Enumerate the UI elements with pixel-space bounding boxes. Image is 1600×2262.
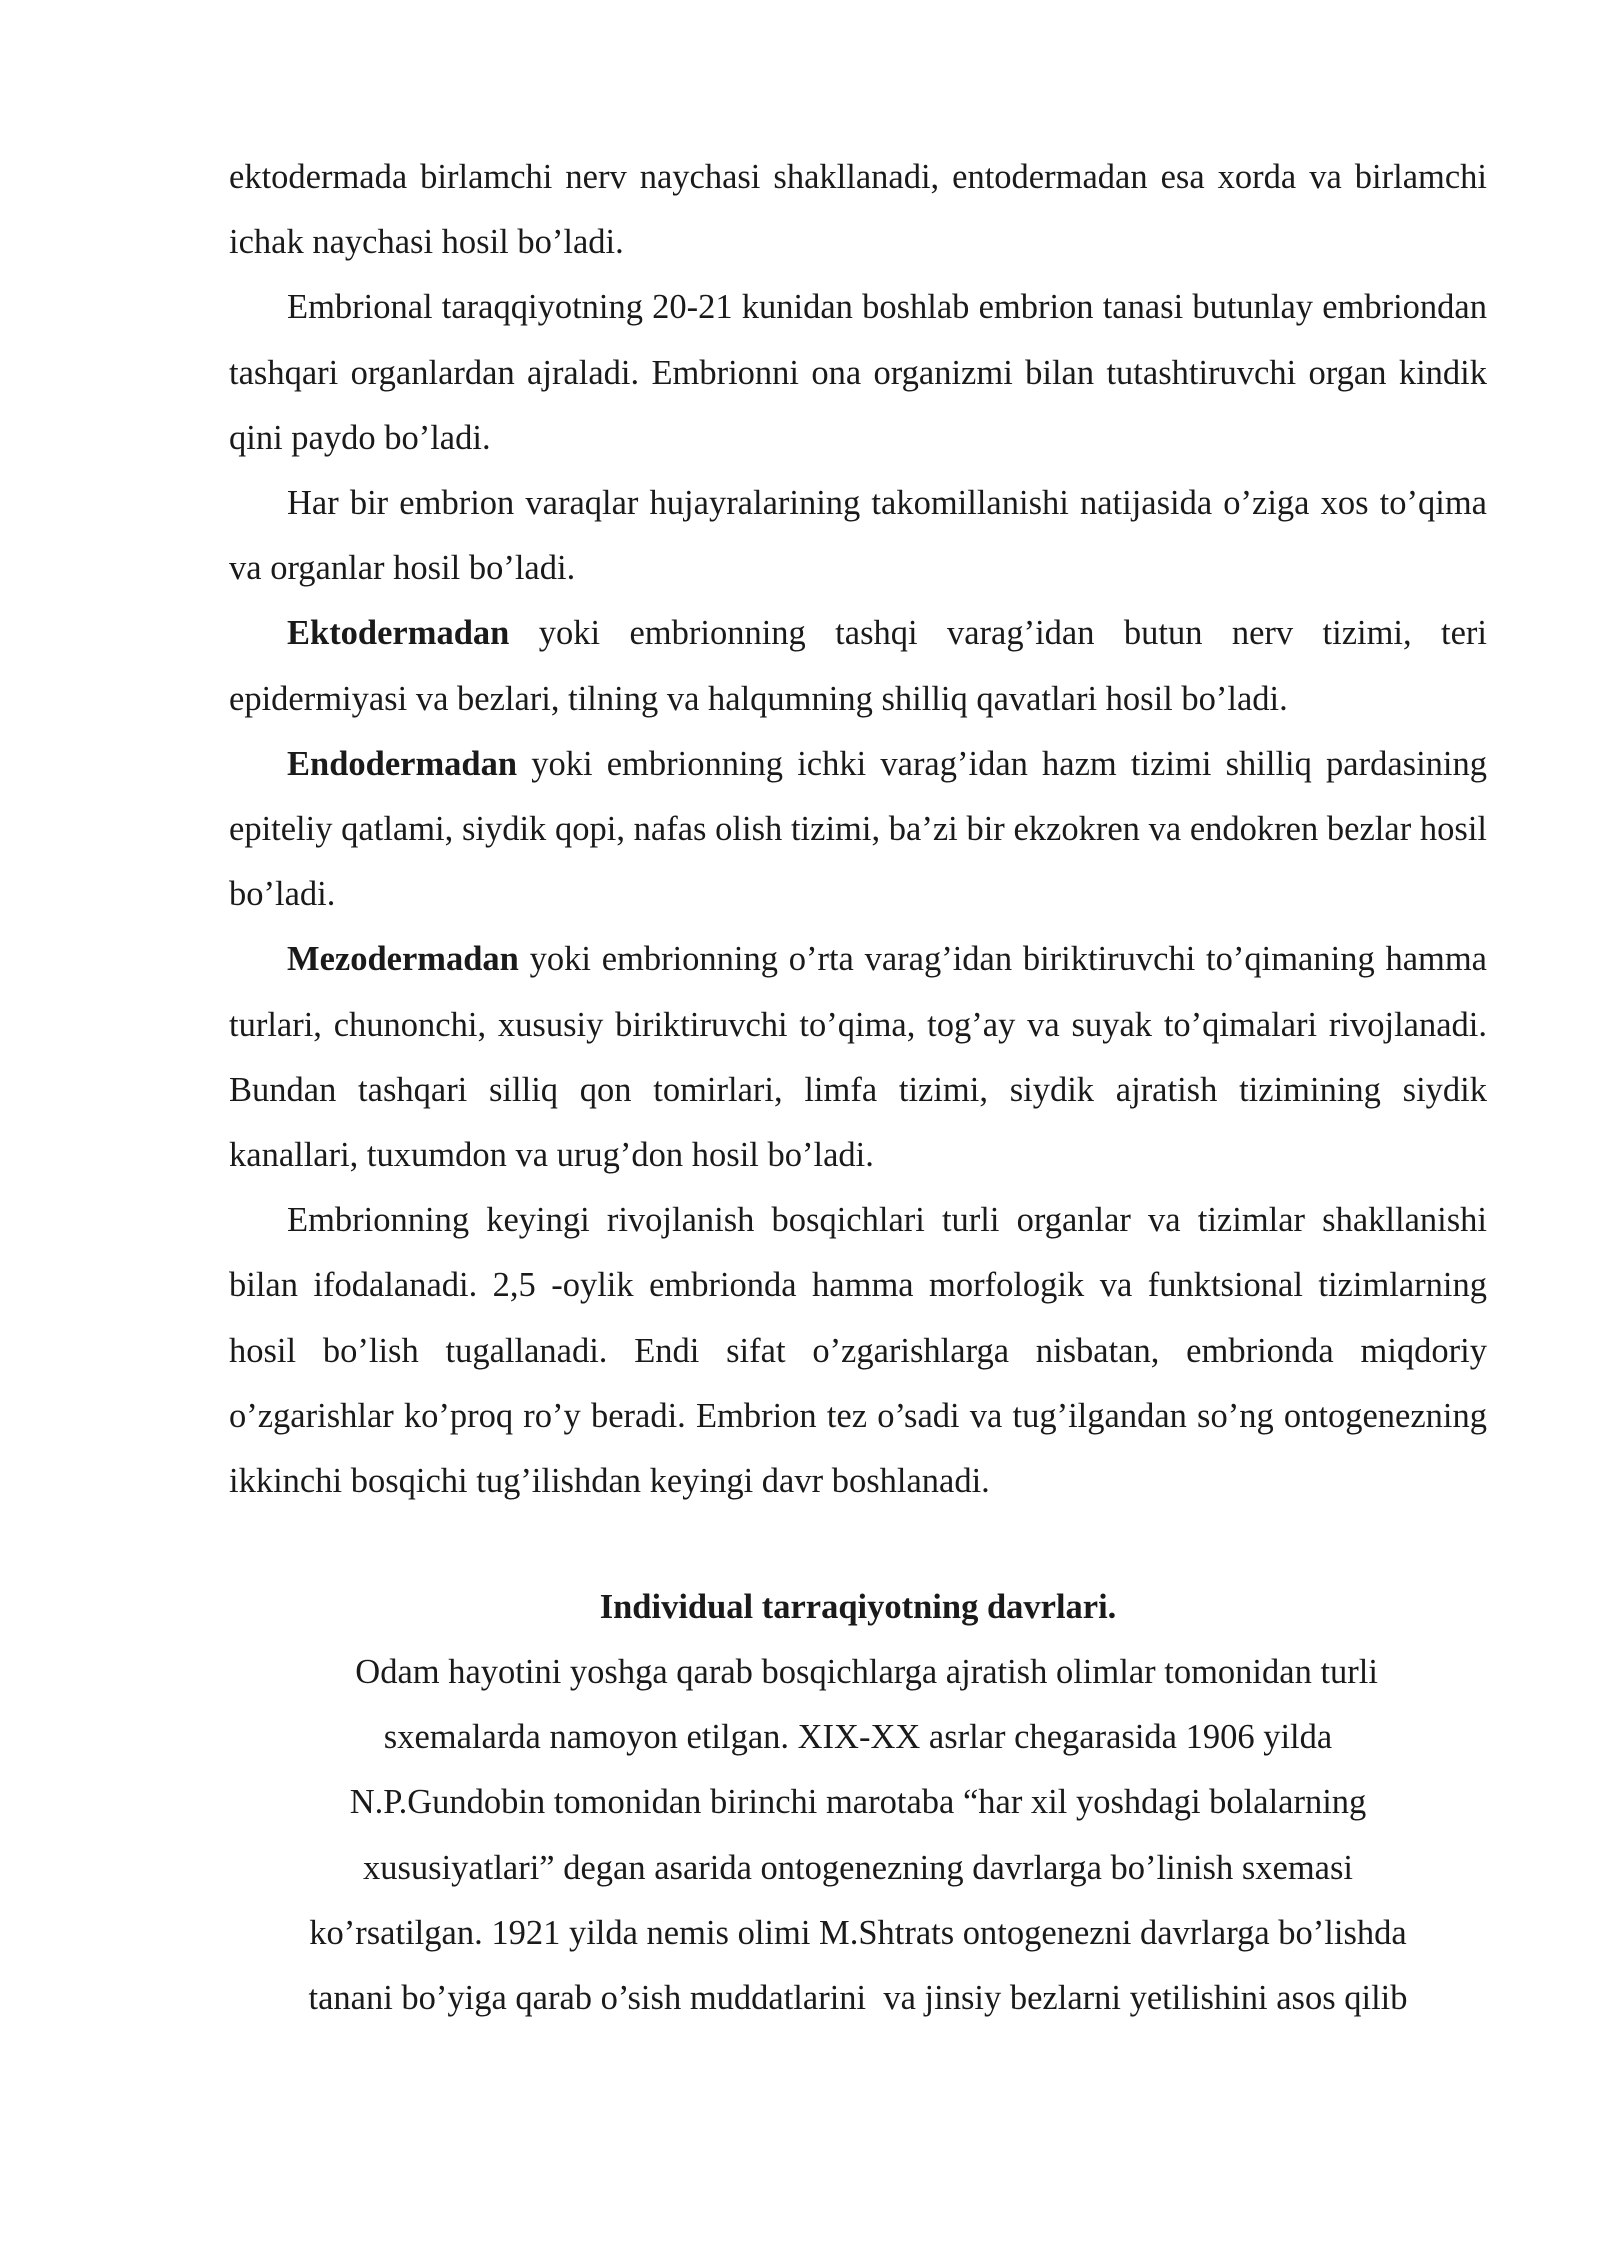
paragraph-2 bbox=[229, 275, 1487, 471]
paragraph-1 bbox=[229, 145, 1487, 275]
paragraph-text: Har bir embrion varaqlar hujayralarining takomillanishi natijasida o’ziga xos to’qima va organlar hosil bo’ladi. bbox=[229, 484, 1487, 588]
paragraph-3 bbox=[229, 471, 1487, 601]
centered-line: ko’rsatilgan. 1921 yilda nemis olimi M.Shtrats ontogenezni davrlarga bo’lishda bbox=[309, 1913, 1407, 1952]
paragraph-text: Embrionning keyingi rivojlanish bosqichlari turli organlar va tizimlar shakllanishi bilan ifodalanadi. 2,5 -oylik embrionda hamma morfologik va funktsional tizimlarning hosil bo’lish tugallanadi. Endi sifat o’zgarishlarga nisbatan, embrionda miqdoriy o’zgarishlar ko’proq ro’y beradi. Embrion tez o’sadi va tug’ilgandan so’ng ontogenezning ikkinchi bosqichi tug’ilishdan keyingi davr boshlanadi. bbox=[229, 1201, 1487, 1501]
paragraph-mesoderm bbox=[229, 927, 1487, 1188]
paragraph-text: yoki embrionning tashqi varag’idan butun nerv tizimi, teri epidermiyasi va bezlari, tilning va halqumning shilliq qavatlari hosil bo’ladi. bbox=[229, 614, 1487, 718]
section-heading: Individual tarraqiyotning davrlari. bbox=[599, 1588, 1117, 1626]
centered-line: tanani bo’yiga qarab o’sish muddatlarini va jinsiy bezlarni yetilishini asos qilib bbox=[308, 1979, 1408, 2018]
centered-line: xususiyatlari” degan asarida ontogenezning davrlarga bo’linish sxemasi bbox=[363, 1848, 1353, 1887]
paragraph-7 bbox=[229, 1188, 1487, 1514]
paragraph-ectoderm bbox=[229, 601, 1487, 731]
paragraph-text: yoki embrionning o’rta varag’idan biriktiruvchi to’qimaning hamma turlari, chunonchi, xususiy biriktiruvchi to’qima, tog’ay va suyak to’qimalari rivojlanadi. Bundan tashqari silliq qon tomirlari, limfa tizimi, siydik ajratish tizimining siydik kanallari, tuxumdon va urug’don hosil bo’ladi. bbox=[229, 940, 1487, 1175]
term-mezodermadan: Mezodermadan bbox=[287, 940, 519, 979]
document-body bbox=[229, 145, 1487, 1514]
paragraph-endoderm bbox=[229, 732, 1487, 928]
term-endodermadan: Endodermadan bbox=[287, 744, 518, 783]
term-ektodermadan: Ektodermadan bbox=[287, 614, 510, 653]
centered-line: N.P.Gundobin tomonidan birinchi marotaba “har xil yoshdagi bolalarning bbox=[349, 1783, 1367, 1822]
centered-line: Odam hayotini yoshga qarab bosqichlarga ajratish olimlar tomonidan turli bbox=[338, 1653, 1378, 1691]
paragraph-text: Embrional taraqqiyotning 20-21 kunidan boshlab embrion tanasi butunlay embriondan tashqari organlardan ajraladi. Embrionni ona organizmi bilan tutashtiruvchi organ kindik qini paydo bo’ladi. bbox=[229, 288, 1487, 457]
centered-paragraph bbox=[229, 1640, 1487, 2031]
centered-line: sxemalarda namoyon etilgan. XIX-XX asrlar chegarasida 1906 yilda bbox=[383, 1718, 1333, 1757]
paragraph-text: ektodermada birlamchi nerv naychasi shakllanadi, entodermadan esa xorda va birlamchi ichak naychasi hosil bo’ladi. bbox=[229, 158, 1487, 262]
paragraph-text: yoki embrionning ichki varag’idan hazm tizimi shilliq pardasining epiteliy qatlami, siydik qopi, nafas olish tizimi, ba’zi bir ekzokren va endokren bezlar hosil bo’ladi. bbox=[229, 744, 1487, 914]
